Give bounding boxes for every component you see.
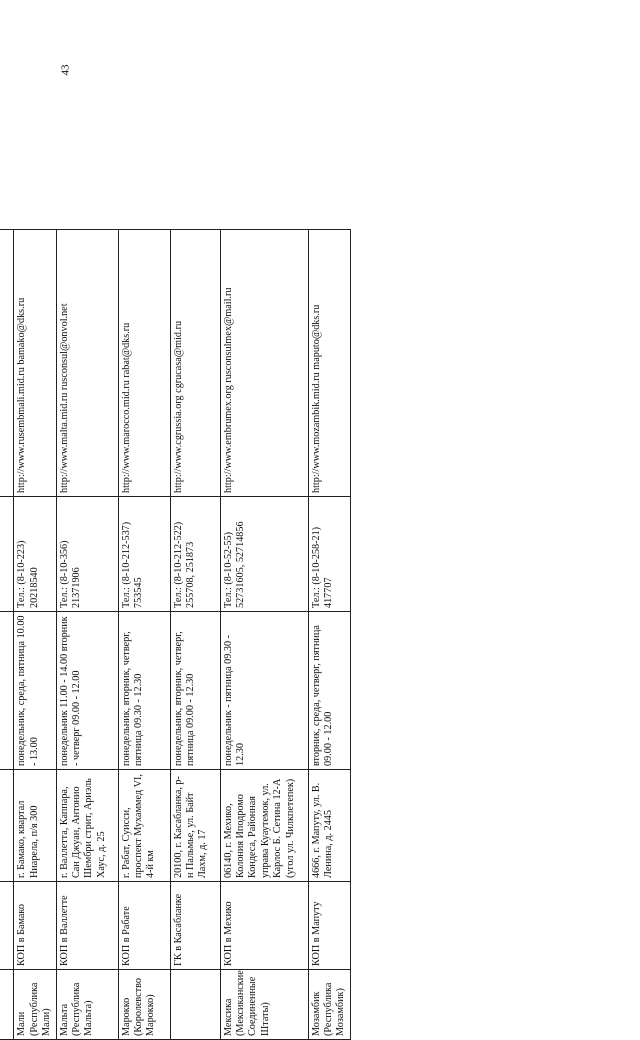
phone-cell: Тел.: (8-10-212-537) 753545 — [118, 497, 170, 612]
country-cell: Мексика (Мексиканские Соединенные Штаты) — [220, 970, 308, 1040]
consular-offices-table — [0, 229, 351, 1040]
address-cell: 20100, г. Касабланка, р-н Пальмье, ул. Байт Лахм, д. 17 — [170, 770, 220, 882]
phone-cell: Тел.: (8-10-212-522) 255708, 251873 — [170, 497, 220, 612]
country-cell: Мозамбик (Республика Мозамбик) — [308, 970, 350, 1040]
hours-cell: понедельник, вторник, четверг, пятница 09.30 - 12.30 — [118, 612, 170, 770]
table-row — [118, 230, 170, 1040]
mission-cell: КОП в Мапуту — [308, 882, 350, 970]
table-row — [56, 230, 118, 1040]
page-number: 43 — [59, 64, 72, 76]
address-cell: г. Валлетта, Каппара, Сан Джуан, Антонио Шембри стрит, Ариэль Хаус, д. 25 — [56, 770, 118, 882]
address-cell — [0, 770, 14, 882]
address-cell: г. Бамако, квартал Ниарела, п/я 300 — [14, 770, 56, 882]
mission-cell: ГК в Касабланке — [170, 882, 220, 970]
table-row — [0, 230, 14, 1040]
rotated-table-container — [0, 230, 347, 1040]
address-cell: 4666, г. Мапуту, ул. В. Ленина, д. 2445 — [308, 770, 350, 882]
mission-cell: КОП в Мехико — [220, 882, 308, 970]
mission-cell — [0, 882, 14, 970]
hours-cell: понедельник 11.00 - 14.00 вторник - четверг 09.00 - 12.00 — [56, 612, 118, 770]
hours-cell — [0, 612, 14, 770]
mission-cell: КОП в Валлетте — [56, 882, 118, 970]
phone-cell — [0, 497, 14, 612]
address-cell: 06140, г. Мехико, Колония Иподромо Кондеса, Районная управа Куаутемок, ул. Карлос Б. Сетина 12-А (угол ул. Чилкпетепек) — [220, 770, 308, 882]
table-row — [14, 230, 56, 1040]
contact-cell: http://www.cgrussia.org cgrucasa@mid.ru — [170, 230, 220, 497]
country-cell — [0, 970, 14, 1040]
contact-cell: http://www.rusembmali.mid.ru bamako@dks.ru — [14, 230, 56, 497]
country-cell: Мальта (Республика Мальта) — [56, 970, 118, 1040]
country-cell: Мали (Республика Мали) — [14, 970, 56, 1040]
hours-cell: понедельник - пятница 09.30 - 12.30 — [220, 612, 308, 770]
phone-cell: Тел.: (8-10-223) 20218540 — [14, 497, 56, 612]
table-row — [170, 230, 220, 1040]
table-row — [308, 230, 350, 1040]
mission-cell: КОП в Рабате — [118, 882, 170, 970]
phone-cell: Тел.: (8-10-52-55) 52731605, 52714856 — [220, 497, 308, 612]
hours-cell: вторник, среда, четверг, пятница 09.00 - 12.00 — [308, 612, 350, 770]
hours-cell: понедельник, вторник, четверг, пятница 09.00 - 12.30 — [170, 612, 220, 770]
mission-cell: КОП в Бамако — [14, 882, 56, 970]
phone-cell: Тел.: (8-10-356) 21371906 — [56, 497, 118, 612]
country-cell — [170, 970, 220, 1040]
address-cell: г. Рабат, Суисси, проспект Мухаммед VI, 4-й км — [118, 770, 170, 882]
contact-cell: http://www.embrumex.org rusconsulmex@mail.ru — [220, 230, 308, 497]
contact-cell — [0, 230, 14, 497]
table-row — [220, 230, 308, 1040]
hours-cell: понедельник, среда, пятница 10.00 - 13.00 — [14, 612, 56, 770]
contact-cell: http://www.mozambik.mid.ru maputo@dks.ru — [308, 230, 350, 497]
contact-cell: http://www.marocco.mid.ru rabat@dks.ru — [118, 230, 170, 497]
country-cell: Марокко (Королевство Марокко) — [118, 970, 170, 1040]
phone-cell: Тел.: (8-10-258-21) 417707 — [308, 497, 350, 612]
contact-cell: http://www.malta.mid.ru rusconsul@onvol.net — [56, 230, 118, 497]
